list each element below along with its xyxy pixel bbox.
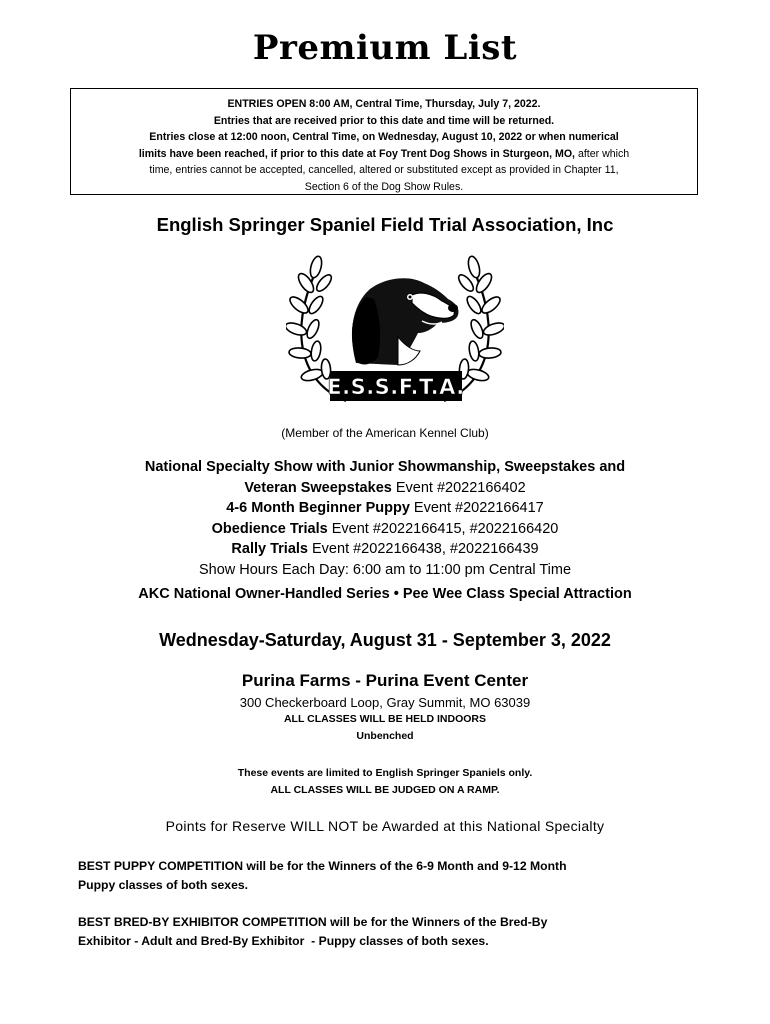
obedience-line [0, 519, 770, 540]
puppy-line [0, 498, 770, 519]
best-puppy-line: Puppy classes of both sexes. [78, 878, 249, 892]
breed-limit-note: These events are limited to English Springer Spaniels only. [237, 767, 533, 779]
specialty-line: National Specialty Show with Junior Showmanship, Sweepstakes and [144, 459, 626, 475]
member-note: (Member of the American Kennel Club) [281, 426, 489, 440]
best-puppy-paragraph [78, 857, 698, 895]
points-note: Points for Reserve WILL NOT be Awarded at this National Specialty [165, 818, 605, 834]
specialty-label: Veteran Sweepstakes [244, 479, 392, 496]
best-bred-by-line: Exhibitor - Adult and Bred-By Exhibitor - Puppy classes of both sexes. [78, 934, 489, 948]
notice-line: Entries that are received prior to this date and time will be returned. [213, 114, 555, 127]
specialty-event-number: Event #2022166402 [391, 479, 526, 496]
specialty-line [0, 478, 770, 499]
notice-line [79, 146, 689, 163]
rally-line [0, 539, 770, 560]
puppy-label: 4-6 Month Beginner Puppy [226, 500, 410, 516]
obedience-label: Obedience Trials [211, 520, 328, 537]
logo-banner-text: E.S.S.F.T.A. [327, 375, 465, 399]
rally-event-numbers: Event #2022166438, #2022166439 [307, 541, 539, 557]
notice-line: ENTRIES OPEN 8:00 AM, Central Time, Thursday, July 7, 2022. [227, 98, 541, 110]
page-title: Premium List [252, 28, 518, 68]
notice-line: Section 6 of the Dog Show Rules. [304, 180, 464, 193]
notice-line-bold: limits have been reached, if prior to this date at Foy Trent Dog Shows in Sturgeon, MO, [138, 147, 575, 160]
venue-address: 300 Checkerboard Loop, Gray Summit, MO 63039 [239, 695, 531, 710]
obedience-event-numbers: Event #2022166415, #2022166420 [327, 520, 559, 537]
notice-line-rest: after which [575, 147, 630, 160]
puppy-event-number: Event #2022166417 [409, 500, 544, 516]
entries-notice-box [70, 88, 698, 195]
springer-spaniel-wreath-logo [286, 253, 504, 413]
show-hours: Show Hours Each Day: 6:00 am to 11:00 pm Central Time [198, 561, 572, 578]
notice-line: time, entries cannot be accepted, cancelled, altered or substituted except as provided in Chapter 11, [149, 164, 619, 176]
ramp-note: ALL CLASSES WILL BE JUDGED ON A RAMP. [270, 784, 500, 796]
rally-label: Rally Trials [231, 541, 308, 557]
benched-note: Unbenched [356, 730, 414, 742]
best-puppy-line: BEST PUPPY COMPETITION will be for the Winners of the 6-9 Month and 9-12 Month [78, 859, 567, 873]
event-dates: Wednesday-Saturday, August 31 - September 3, 2022 [159, 630, 611, 650]
association-name: English Springer Spaniel Field Trial Association, Inc [156, 214, 614, 235]
best-bred-by-paragraph [78, 913, 698, 951]
spaniel-head-icon [352, 278, 459, 365]
venue-name: Purina Farms - Purina Event Center [241, 671, 529, 690]
events-list [0, 457, 770, 580]
indoors-note: ALL CLASSES WILL BE HELD INDOORS [283, 713, 487, 725]
notice-line: Entries close at 12:00 noon, Central Time, on Wednesday, August 10, 2022 or when numerical [149, 131, 619, 143]
series-line: AKC National Owner-Handled Series • Pee Wee Class Special Attraction [138, 586, 632, 602]
best-bred-by-line: BEST BRED-BY EXHIBITOR COMPETITION will be for the Winners of the Bred-By [78, 915, 548, 929]
